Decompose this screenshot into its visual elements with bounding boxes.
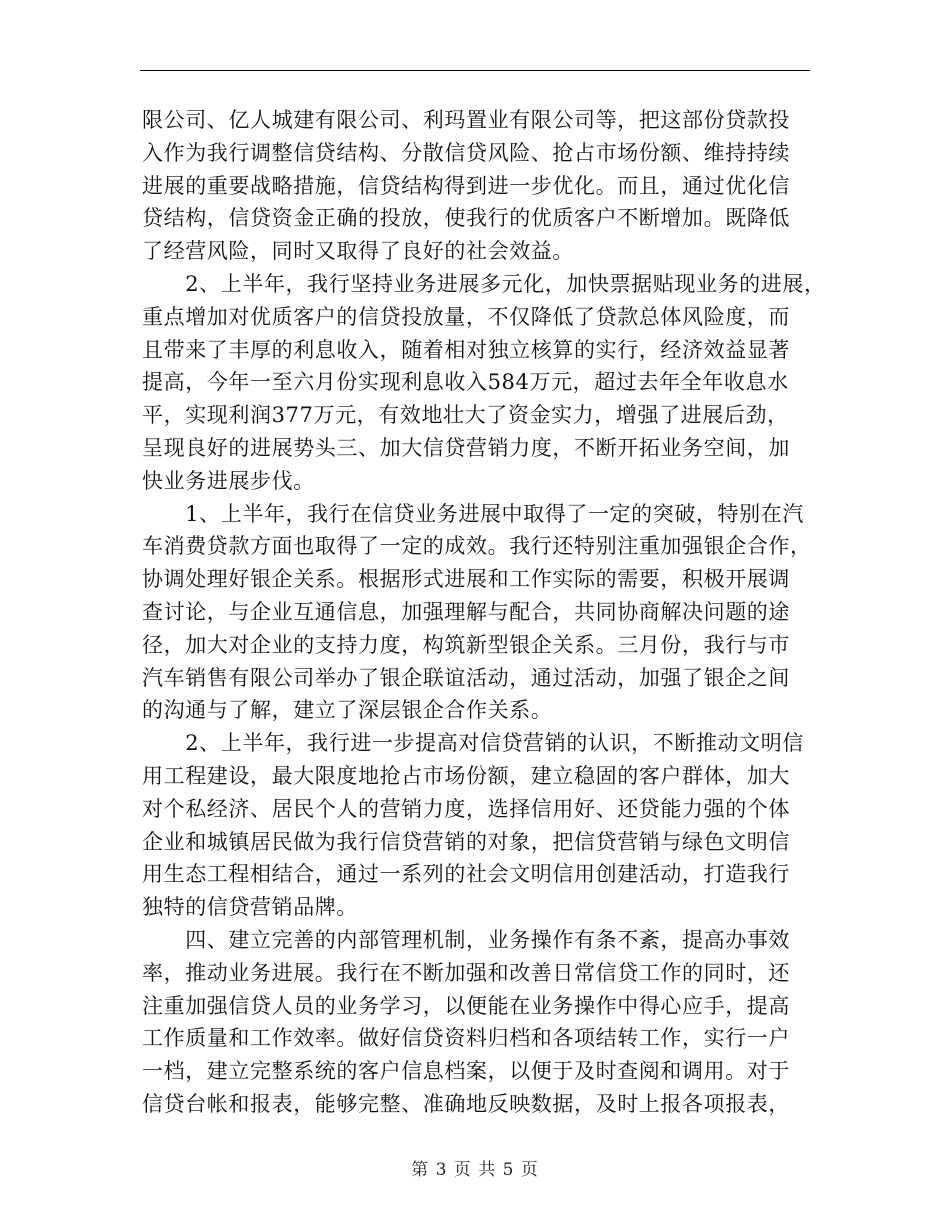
text-line: 进展的重要战略措施，信贷结构得到进一步优化。而且，通过优化信: [142, 173, 790, 198]
text-line: 入作为我行调整信贷结构、分散信贷风险、抢占市场份额、维持持续: [142, 140, 790, 165]
text-line: 用生态工程相结合，通过一系列的社会文明信用创建活动，打造我行: [142, 862, 790, 887]
text-line: 2、上半年，我行进一步提高对信贷营销的认识，不断推动文明信: [142, 731, 804, 756]
text-line: 贷结构，信贷资金正确的投放，使我行的优质客户不断增加。既降低: [142, 206, 790, 231]
text-line: 企业和城镇居民做为我行信贷营销的对象，把信贷营销与绿色文明信: [142, 829, 790, 854]
text-line: 协调处理好银企关系。根据形式进展和工作实际的需要，积极开展调: [142, 567, 790, 592]
text-line: 的沟通与了解，建立了深层银企合作关系。: [142, 698, 553, 723]
text-line: 用工程建设，最大限度地抢占市场份额，建立稳固的客户群体，加大: [142, 763, 790, 788]
text-line: 对个私经济、居民个人的营销力度，选择信用好、还贷能力强的个体: [142, 796, 790, 821]
text-line: 呈现良好的进展势头三、加大信贷营销力度，不断开拓业务空间，加: [142, 435, 790, 460]
text-line: 限公司、亿人城建有限公司、利玛置业有限公司等，把这部份贷款投: [142, 108, 790, 132]
text-line: 率，推动业务进展。我行在不断加强和改善日常信贷工作的同时，还: [142, 960, 790, 985]
text-line: 快业务进展步伐。: [142, 468, 315, 493]
text-line: 2、上半年，我行坚持业务进展多元化，加快票据贴现业务的进展，: [142, 271, 826, 296]
text-line: 独特的信贷营销品牌。: [142, 895, 358, 920]
text-line: 四、建立完善的内部管理机制，业务操作有条不紊，提高办事效: [142, 927, 790, 952]
page-number-footer: 第 3 页 共 5 页: [411, 1160, 539, 1180]
text-line: 信贷台帐和报表，能够完整、准确地反映数据，及时上报各项报表，: [142, 1091, 790, 1116]
text-line: 了经营风险，同时又取得了良好的社会效益。: [142, 239, 574, 264]
header-rule: [140, 70, 810, 71]
text-line: 且带来了丰厚的利息收入，随着相对独立核算的实行，经济效益显著: [142, 337, 790, 362]
document-body: [142, 104, 826, 1121]
text-line: 径，加大对企业的支持力度，构筑新型银企关系。三月份，我行与市: [142, 632, 790, 657]
text-line: 提高，今年一至六月份实现利息收入584万元，超过去年全年收息水: [142, 370, 789, 395]
text-line: 查讨论，与企业互通信息，加强理解与配合，共同协商解决问题的途: [142, 599, 790, 624]
text-line: 1、上半年，我行在信贷业务进展中取得了一定的突破，特别在汽: [142, 501, 804, 526]
text-line: 重点增加对优质客户的信贷投放量，不仅降低了贷款总体风险度，而: [142, 304, 790, 329]
text-line: 注重加强信贷人员的业务学习，以便能在业务操作中得心应手，提高: [142, 993, 790, 1018]
text-line: 工作质量和工作效率。做好信贷资料归档和各项结转工作，实行一户: [142, 1026, 790, 1051]
text-line: 汽车销售有限公司举办了银企联谊活动，通过活动，加强了银企之间: [142, 665, 790, 690]
text-line: 车消费贷款方面也取得了一定的成效。我行还特别注重加强银企合作，: [142, 534, 812, 559]
text-line: 平，实现利润377万元，有效地壮大了资金实力，增强了进展后劲，: [142, 403, 789, 428]
text-line: 一档，建立完整系统的客户信息档案，以便于及时查阅和调用。对于: [142, 1059, 790, 1084]
